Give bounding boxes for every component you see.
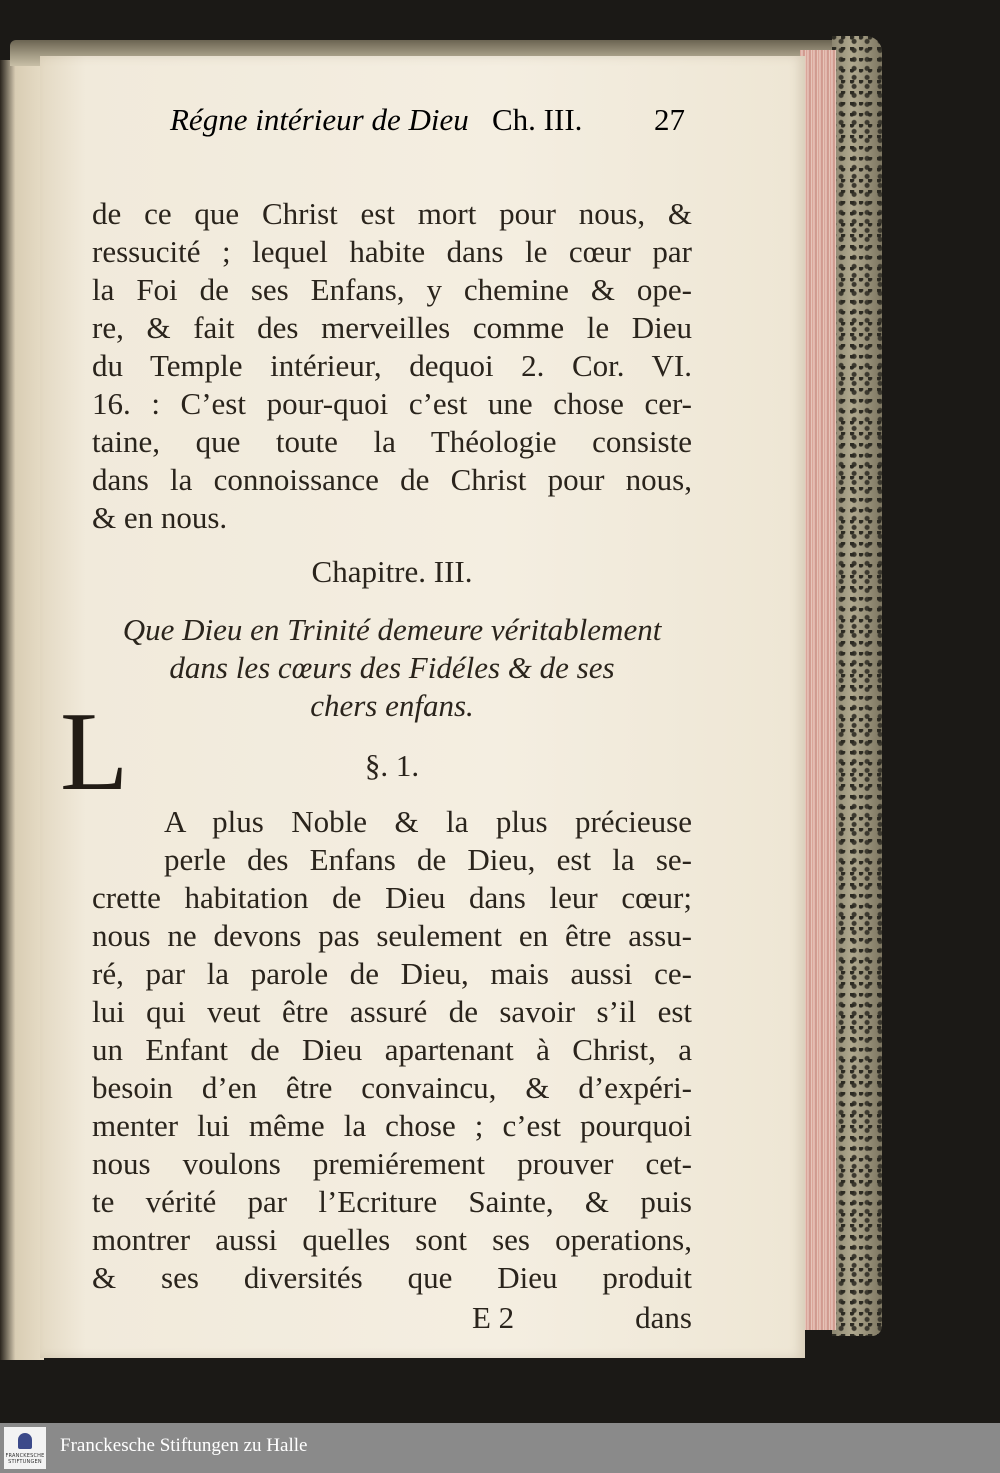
text-line: dans la connoissance de Christ pour nous, [92, 462, 692, 497]
footer-bar [0, 1423, 1000, 1473]
text-line: 16. : C’est pour-quoi c’est une chose cer- [92, 386, 692, 421]
text-line: nous voulons premiérement prouver cet- [92, 1146, 692, 1181]
footer-label: Franckesche Stiftungen zu Halle [60, 1435, 308, 1456]
red-page-edges [800, 50, 836, 1330]
text-line: besoin d’en être convaincu, & d’expéri- [92, 1070, 692, 1105]
text-line: montrer aussi quelles sont ses operations, [92, 1222, 692, 1257]
drop-cap-initial: L [60, 690, 129, 814]
chapter-subtitle-line: dans les cœurs des Fidéles & de ses [169, 650, 615, 685]
logo-text: FRANCKESCHE STIFTUNGEN [5, 1453, 45, 1465]
text-line: & en nous. [92, 500, 228, 535]
catchword: dans [635, 1300, 692, 1335]
text-line: perle des Enfans de Dieu, est la se- [164, 842, 692, 877]
running-head-chapter: Ch. III. [492, 102, 583, 137]
running-head [170, 102, 685, 138]
text-line: un Enfant de Dieu apartenant à Christ, a [92, 1032, 692, 1067]
chapter-subtitle-line: chers enfans. [310, 688, 474, 723]
left-page-edge [0, 60, 44, 1360]
chapter-subtitle-line: Que Dieu en Trinité demeure véritablement [122, 612, 662, 647]
running-head-title: Régne intérieur de Dieu [170, 102, 469, 137]
text-line: & ses diversités que Dieu produit [92, 1260, 692, 1295]
text-line: A plus Noble & la plus précieuse [164, 804, 692, 839]
signature-mark: E 2 [472, 1300, 515, 1335]
text-line: ressucité ; lequel habite dans le cœur par [92, 234, 692, 269]
chapter-heading: Chapitre. III. [311, 554, 473, 589]
text-line: taine, que toute la Théologie consiste [92, 424, 692, 459]
text-line: du Temple intérieur, dequoi 2. Cor. VI. [92, 348, 692, 383]
text-line: nous ne devons pas seulement en être assu- [92, 918, 692, 953]
logo-icon [18, 1433, 32, 1449]
text-line: lui qui veut être assuré de savoir s’il est [92, 994, 692, 1029]
book-page [40, 56, 805, 1358]
text-line: ré, par la parole de Dieu, mais aussi ce- [92, 956, 692, 991]
marbled-cover-edge [832, 36, 882, 1336]
text-line: menter lui même la chose ; c’est pourquoi [92, 1108, 692, 1143]
section-mark: §. 1. [364, 748, 420, 783]
text-line: la Foi de ses Enfans, y chemine & ope- [92, 272, 692, 307]
page-number: 27 [654, 102, 685, 137]
text-line: de ce que Christ est mort pour nous, & [92, 196, 692, 231]
institution-logo [4, 1427, 46, 1469]
text-line: te vérité par l’Ecriture Sainte, & puis [92, 1184, 692, 1219]
text-line: crette habitation de Dieu dans leur cœur; [92, 880, 692, 915]
text-line: re, & fait des merveilles comme le Dieu [92, 310, 692, 345]
